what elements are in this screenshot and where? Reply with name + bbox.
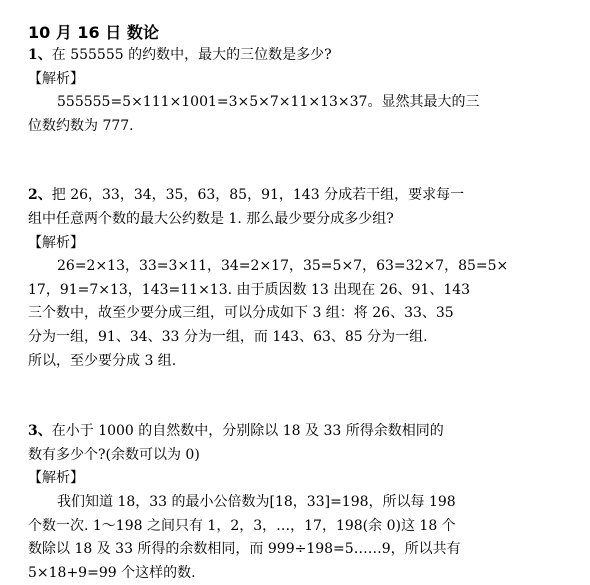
question-1-answer-line-1: 555555=5×111×1001=3×5×7×11×13×37。显然其最大的三 [57, 94, 480, 111]
question-2-answer-line-4: 分为一组，91、34、33 分为一组，而 143、63、85 分为一组. [28, 328, 428, 345]
question-2-analysis-label: 【解析】 [28, 234, 84, 251]
question-1-answer-line-2: 位数约数为 777. [28, 117, 134, 134]
question-1-number: 1、 [28, 47, 52, 63]
question-3-answer-line-3: 数除以 18 及 33 所得的余数相同，而 999÷198=5……9，所以共有 [28, 541, 461, 558]
question-2-line-1 [28, 184, 568, 208]
question-1 [28, 44, 568, 138]
question-3-line-2: 数有多少个?(余数可以为 0) [28, 446, 200, 463]
question-2-answer-line-5: 所以，至少要分成 3 组. [28, 352, 177, 369]
question-2-answer-line-1: 26=2×13，33=3×11，34=2×17，35=5×7，63=32×7，85=5× [57, 258, 509, 275]
question-3-line-1 [28, 420, 568, 444]
question-3-answer-line-2: 个数一次. 1～198 之间只有 1，2，3，…，17，198(余 0)这 18 个 [28, 517, 456, 534]
question-2-answer-line-3: 三个数中，故至少要分成三组，可以分成如下 3 组：将 26、33、35 [28, 305, 454, 322]
document-page [28, 22, 568, 585]
question-3-answer-line-4: 5×18+9=99 个这样的数. [28, 564, 196, 581]
question-3-text: 在小于 1000 的自然数中，分别除以 18 及 33 所得余数相同的 [51, 423, 444, 440]
question-2-text: 把 26，33，34，35，63，85，91，143 分成若干组，要求每一 [51, 187, 465, 204]
question-1-analysis-label: 【解析】 [28, 70, 84, 87]
question-2-answer-line-2: 17，91=7×13，143=11×13. 由于质因数 13 出现在 26、91、143 [28, 281, 471, 298]
question-1-text: 在 555555 的约数中，最大的三位数是多少? [51, 47, 332, 63]
section-spacer [28, 138, 568, 184]
question-2 [28, 184, 568, 373]
question-2-line-2: 组中任意两个数的最大公约数是 1. 那么最少要分成多少组? [28, 210, 394, 227]
question-3-answer-line-1: 我们知道 18，33 的最小公倍数为[18，33]=198，所以每 198 [57, 493, 456, 510]
question-3 [28, 420, 568, 585]
page-title: 10 月 16 日 数论 [28, 23, 159, 42]
section-spacer [28, 373, 568, 420]
question-3-analysis-label: 【解析】 [28, 470, 84, 487]
question-2-number: 2、 [28, 187, 52, 204]
question-3-number: 3、 [28, 423, 52, 440]
question-1-line-1 [28, 44, 568, 68]
